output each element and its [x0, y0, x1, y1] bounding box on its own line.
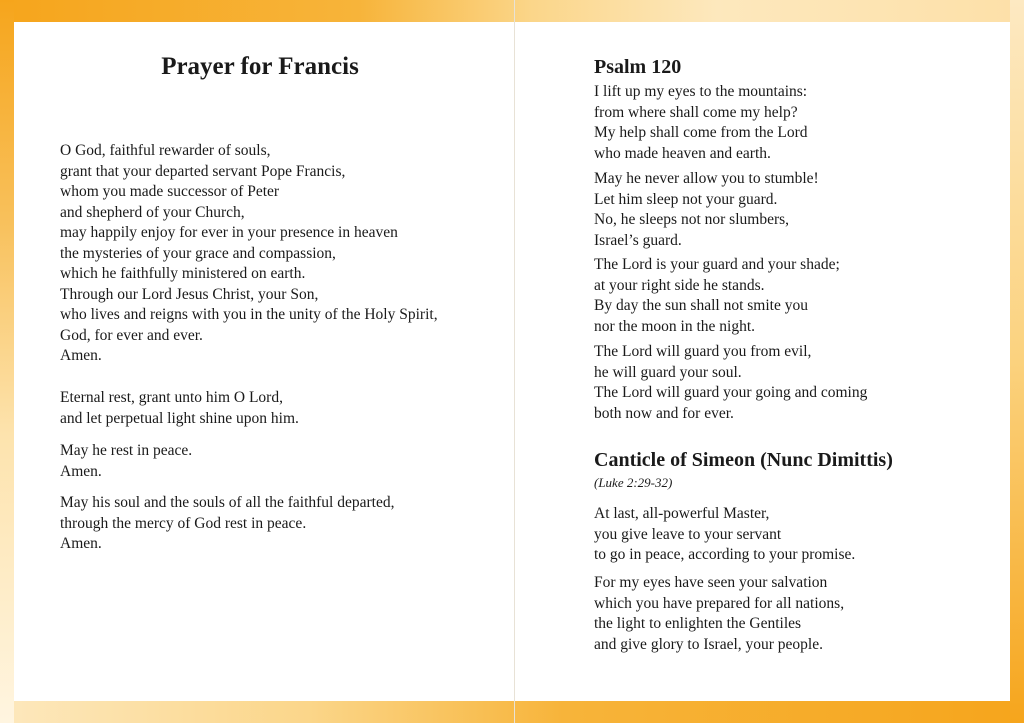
psalm-line: at your right side he stands.: [594, 276, 765, 294]
canticle-line: the light to enlighten the Gentiles: [594, 615, 802, 632]
top-decorative-band: [0, 0, 1024, 22]
prayer-line: which he faithfully ministered on earth.: [60, 265, 306, 282]
psalm-line: My help shall come from the Lord: [594, 124, 808, 141]
faithful-departed-text: [60, 493, 394, 555]
canticle-stanza: [594, 504, 855, 566]
canticle-stanza: [594, 573, 844, 655]
rest-in-peace-line: May he rest in peace.: [60, 442, 193, 459]
psalm-stanza: [594, 342, 867, 424]
psalm-line: The Lord will guard you from evil,: [594, 343, 812, 360]
eternal-rest-line: Eternal rest, grant unto him O Lord,: [60, 389, 283, 406]
canticle-citation: (Luke 2:29-32): [594, 475, 673, 490]
canticle-title: Canticle of Simeon (Nunc Dimittis): [594, 449, 893, 471]
prayer-line: who lives and reigns with you in the unity of the Holy Spirit,: [60, 306, 438, 323]
psalm-stanza: [594, 255, 840, 337]
psalm-line: who made heaven and earth.: [594, 144, 771, 162]
psalm-line: he will guard your soul.: [594, 363, 742, 381]
psalm-line: both now and for ever.: [594, 404, 734, 422]
page-fold: [514, 0, 515, 723]
psalm-line: from where shall come my help?: [594, 103, 798, 121]
psalm-line: The Lord is your guard and your shade;: [594, 256, 840, 273]
psalm-line: Let him sleep not your guard.: [594, 190, 778, 208]
psalm-line: By day the sun shall not smite you: [594, 297, 808, 314]
faithful-departed-line: through the mercy of God rest in peace.: [60, 514, 307, 532]
prayer-line: O God, faithful rewarder of souls,: [60, 142, 271, 159]
right-decorative-band: [1010, 0, 1024, 723]
prayer-line: Amen.: [60, 347, 102, 364]
prayer-line: grant that your departed servant Pope Francis,: [60, 162, 346, 180]
psalm-stanza: [594, 82, 808, 164]
prayer-line: and shepherd of your Church,: [60, 203, 245, 221]
prayer-line: Through our Lord Jesus Christ, your Son,: [60, 285, 319, 303]
canticle-line: At last, all-powerful Master,: [594, 505, 770, 522]
eternal-rest-text: [60, 388, 299, 429]
faithful-departed-line: Amen.: [60, 535, 102, 552]
psalm-line: May he never allow you to stumble!: [594, 170, 819, 187]
psalm-line: No, he sleeps not nor slumbers,: [594, 211, 790, 228]
prayer-line: may happily enjoy for ever in your presence in heaven: [60, 224, 398, 241]
canticle-line: which you have prepared for all nations,: [594, 594, 845, 612]
prayer-line: whom you made successor of Peter: [60, 183, 280, 200]
faithful-departed-line: May his soul and the souls of all the faithful departed,: [60, 494, 395, 511]
rest-in-peace-text: [60, 441, 192, 482]
rest-in-peace-line: Amen.: [60, 462, 102, 480]
prayer-text: [60, 141, 438, 367]
prayer-line: the mysteries of your grace and compassion,: [60, 244, 336, 262]
psalm-line: I lift up my eyes to the mountains:: [594, 83, 808, 100]
psalm-line: nor the moon in the night.: [594, 317, 756, 335]
canticle-line: and give glory to Israel, your people.: [594, 635, 823, 653]
psalm-line: The Lord will guard your going and coming: [594, 384, 868, 401]
canticle-line: you give leave to your servant: [594, 525, 782, 543]
prayer-line: God, for ever and ever.: [60, 326, 203, 344]
left-decorative-band: [0, 0, 14, 723]
bottom-decorative-band: [0, 701, 1024, 723]
canticle-line: to go in peace, according to your promise.: [594, 546, 856, 563]
psalm-title: Psalm 120: [594, 56, 682, 78]
psalm-stanza: [594, 169, 819, 251]
canticle-line: For my eyes have seen your salvation: [594, 574, 828, 591]
eternal-rest-line: and let perpetual light shine upon him.: [60, 409, 299, 427]
prayer-title: Prayer for Francis: [161, 53, 359, 80]
psalm-line: Israel’s guard.: [594, 231, 682, 249]
